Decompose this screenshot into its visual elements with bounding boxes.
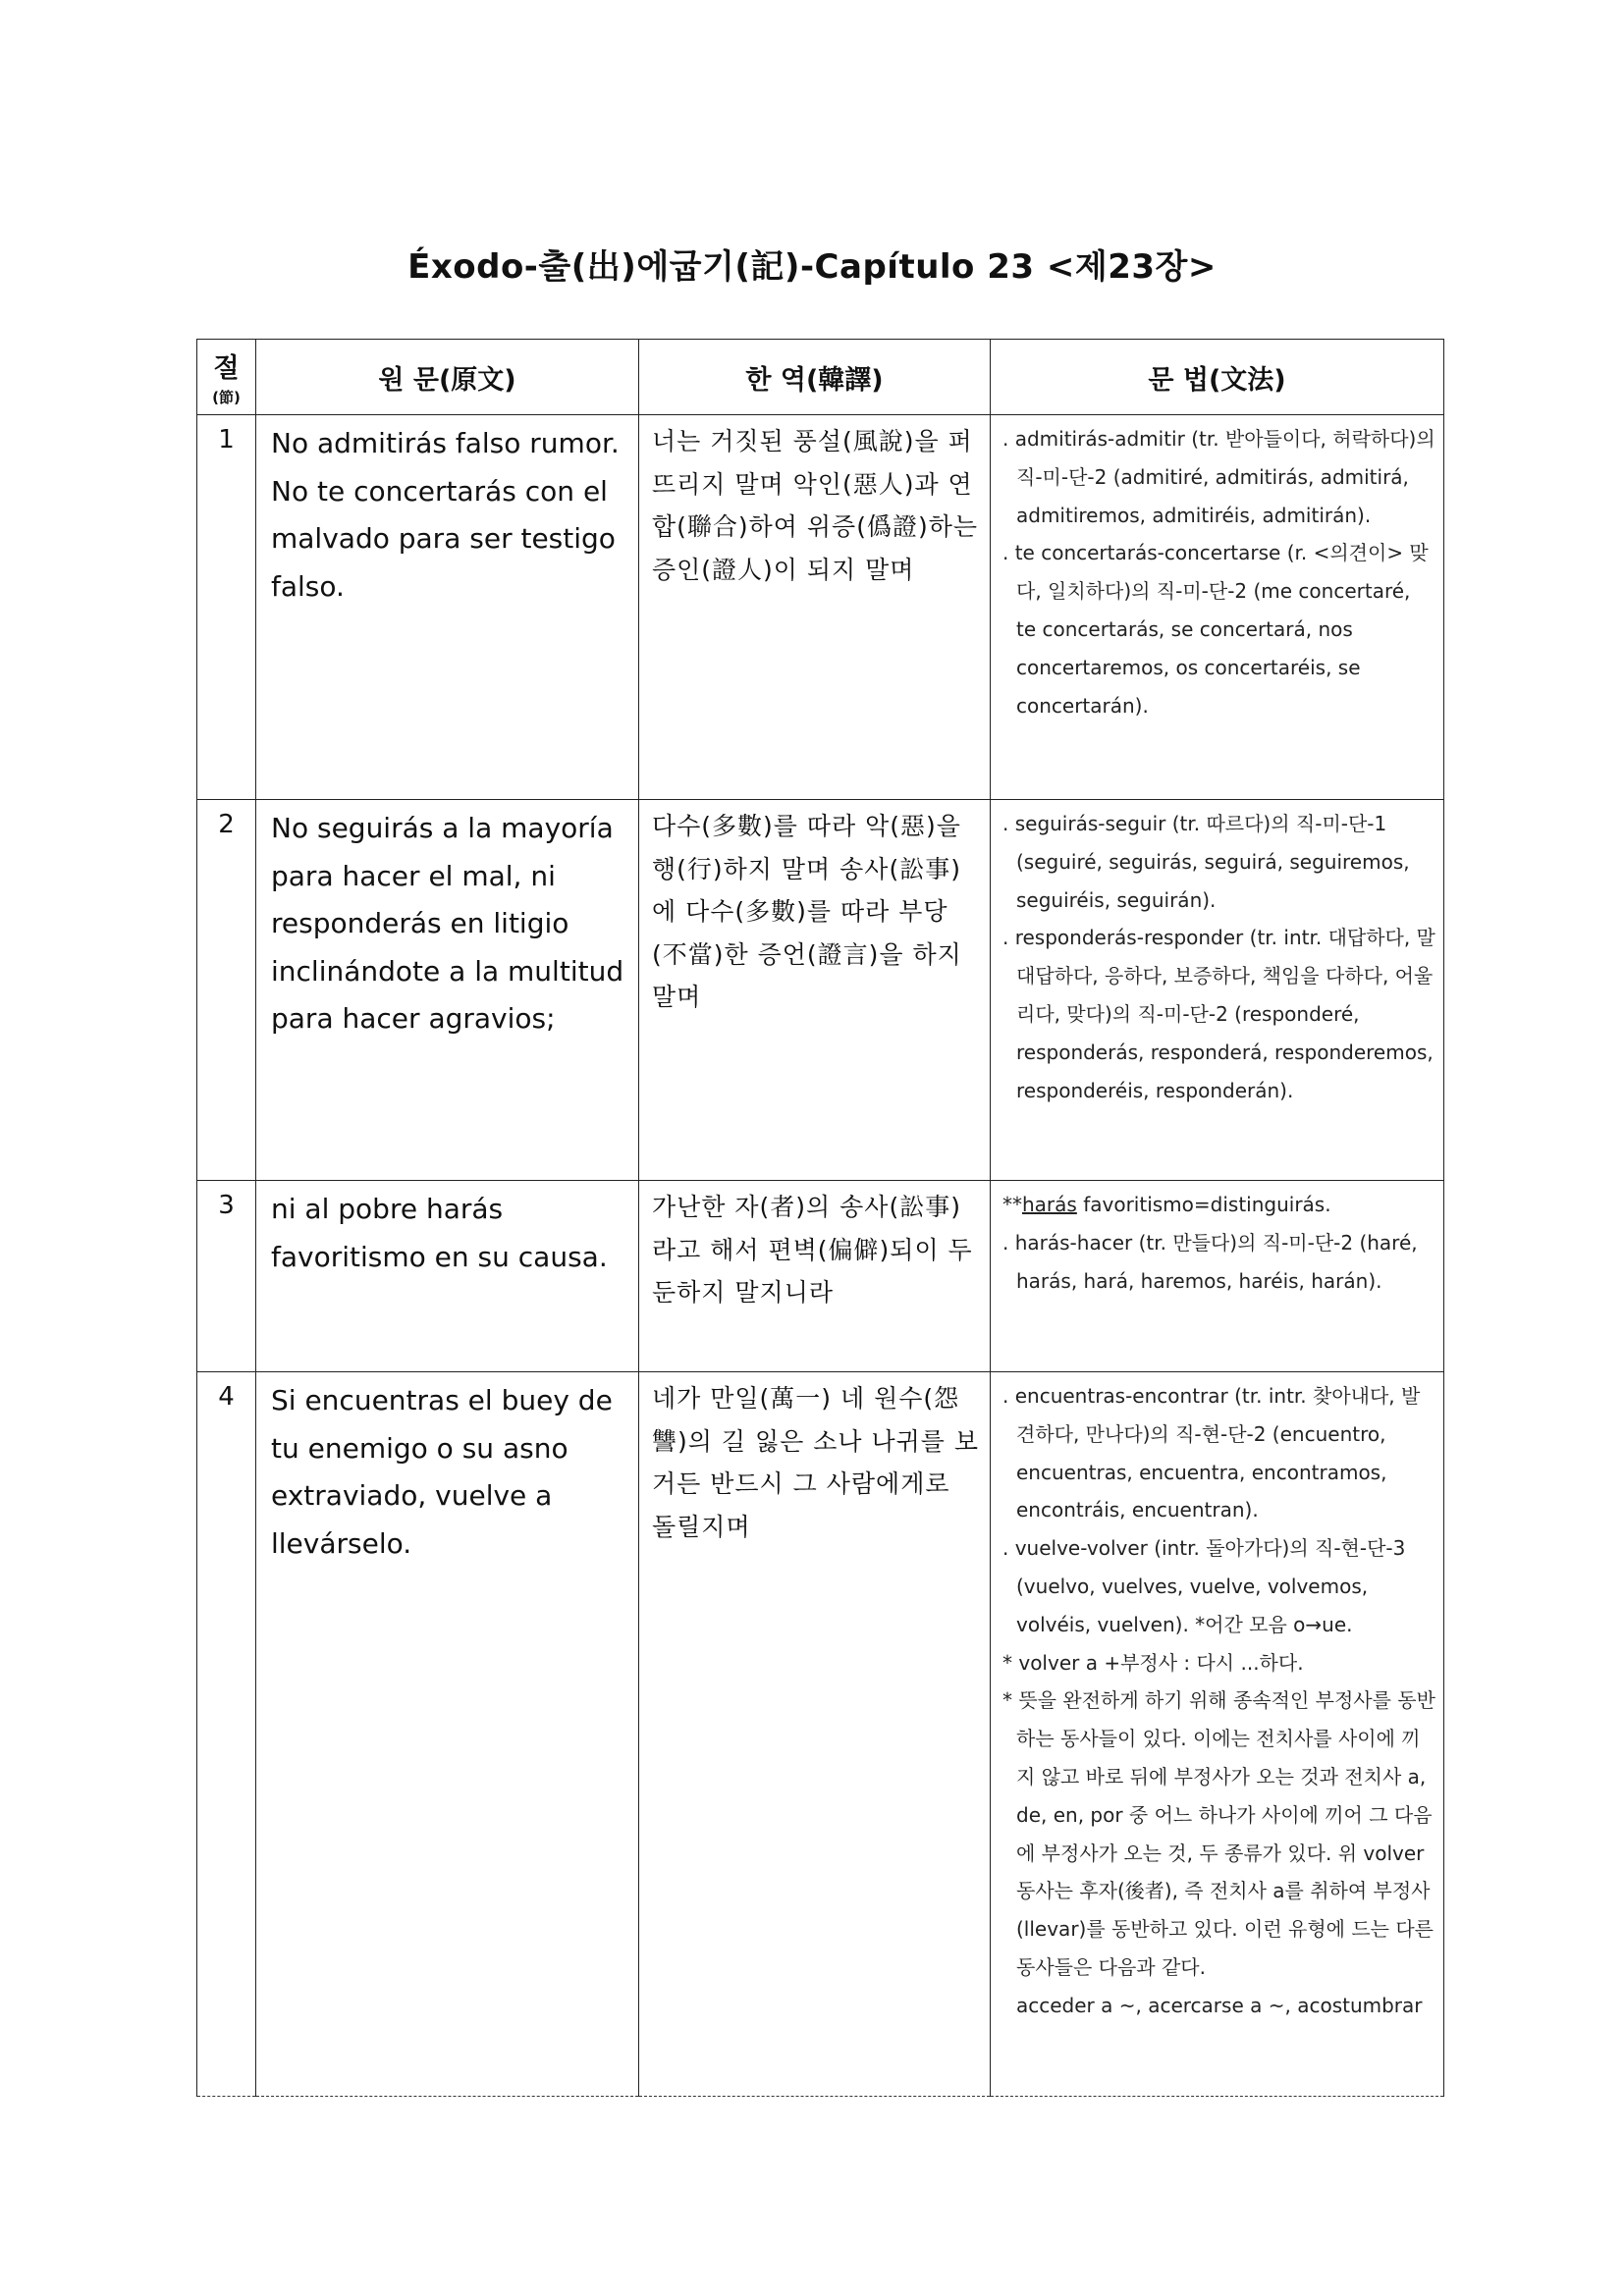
page-title: Éxodo-출(出)에굽기(記)-Capítulo 23 <제23장>: [407, 247, 1217, 287]
original-text: Si encuentras el buey de tu enemigo o su asno extraviado, vuelve a llevárselo.: [256, 1372, 639, 2097]
korean-text: 다수(多數)를 따라 악(惡)을 행(行)하지 말며 송사(訟事)에 다수(多數)를 따라 부당(不當)한 증언(證言)을 하지 말며: [639, 800, 991, 1181]
grammar-notes: [991, 415, 1444, 800]
original-text: ni al pobre harás favoritismo en su causa.: [256, 1181, 639, 1372]
korean-text: 너는 거짓된 풍설(風說)을 퍼뜨리지 말며 악인(惡人)과 연합(聯合)하여 위증(僞證)하는 증인(證人)이 되지 말며: [639, 415, 991, 800]
grammar-line: . harás-hacer (tr. 만들다)의 직-미-단-2 (haré, harás, hará, haremos, haréis, harán).: [1002, 1230, 1418, 1293]
verse-number: 3: [197, 1181, 256, 1372]
header-original: 원 문(原文): [256, 340, 639, 415]
header-grammar: 문 법(文法): [991, 340, 1444, 415]
grammar-note: **harás favoritismo=distinguirás.: [1002, 1193, 1331, 1216]
header-korean: 한 역(韓譯): [639, 340, 991, 415]
grammar-line: * volver a +부정사 : 다시 ...하다.: [1002, 1650, 1304, 1675]
verse-table: [196, 339, 1444, 2097]
grammar-line: . seguirás-seguir (tr. 따르다)의 직-미-단-1 (seguiré, seguirás, seguirá, seguiremos, seguiréis, seguirán).: [1002, 812, 1410, 912]
grammar-notes: [991, 800, 1444, 1181]
korean-text: 가난한 자(者)의 송사(訟事)라고 해서 편벽(偏僻)되이 두둔하지 말지니라: [639, 1181, 991, 1372]
grammar-notes: [991, 1372, 1444, 2097]
grammar-line: . responderás-responder (tr. intr. 대답하다, 말대답하다, 응하다, 보증하다, 책임을 다하다, 어울리다, 맞다)의 직-미-단-2 (responderé, responderás, responderá, responderemos, responderéis, responderán).: [1002, 926, 1435, 1102]
grammar-line: . admitirás-admitir (tr. 받아들이다, 허락하다)의 직-미-단-2 (admitiré, admitirás, admitirá, admitiremos, admitiréis, admitirán).: [1002, 427, 1435, 527]
grammar-line: . vuelve-volver (intr. 돌아가다)의 직-현-단-3 (vuelvo, vuelves, vuelve, volvemos, volvéis, vuelven). *어간 모음 o→ue.: [1002, 1536, 1406, 1636]
table-row: [197, 1181, 1444, 1372]
table-row: [197, 415, 1444, 800]
verse-number: 2: [197, 800, 256, 1181]
grammar-notes: [991, 1181, 1444, 1372]
table-header-row: [197, 340, 1444, 415]
header-verse: 절 (節): [197, 340, 256, 415]
verse-number: 1: [197, 415, 256, 800]
grammar-line: acceder a ~, acercarse a ~, acostumbrar: [1016, 1993, 1423, 2017]
underlined-word: harás: [1022, 1193, 1077, 1216]
original-text: No admitirás falso rumor. No te concertarás con el malvado para ser testigo falso.: [256, 415, 639, 800]
verse-number: 4: [197, 1372, 256, 2097]
table-row: [197, 1372, 1444, 2097]
table-row: [197, 800, 1444, 1181]
korean-text: 네가 만일(萬一) 네 원수(怨讐)의 길 잃은 소나 나귀를 보거든 반드시 그 사람에게로 돌릴지며: [639, 1372, 991, 2097]
grammar-line: . te concertarás-concertarse (r. <의견이> 맞다, 일치하다)의 직-미-단-2 (me concertaré, te concertarás, se concertará, nos concertaremos, os concertaréis, se concertarán).: [1002, 541, 1429, 718]
original-text: No seguirás a la mayoría para hacer el mal, ni responderás en litigio inclinándote a la multitud para hacer agravios;: [256, 800, 639, 1181]
grammar-line: . encuentras-encontrar (tr. intr. 찾아내다, 발견하다, 만나다)의 직-현-단-2 (encuentro, encuentras, encuentra, encontramos, encontráis, encuentran).: [1002, 1384, 1421, 1522]
grammar-line: * 뜻을 완전하게 하기 위해 종속적인 부정사를 동반하는 동사들이 있다. 이에는 전치사를 사이에 끼지 않고 바로 뒤에 부정사가 오는 것과 전치사 a, de, en, por 중 어느 하나가 사이에 끼어 그 다음에 부정사가 오는 것, 두 종류가 있다. 위 volver 동사는 후자(後者), 즉 전치사 a를 취하여 부정사(llevar)를 동반하고 있다. 이런 유형에 드는 다른 동사들은 다음과 같다.: [1002, 1688, 1435, 1979]
